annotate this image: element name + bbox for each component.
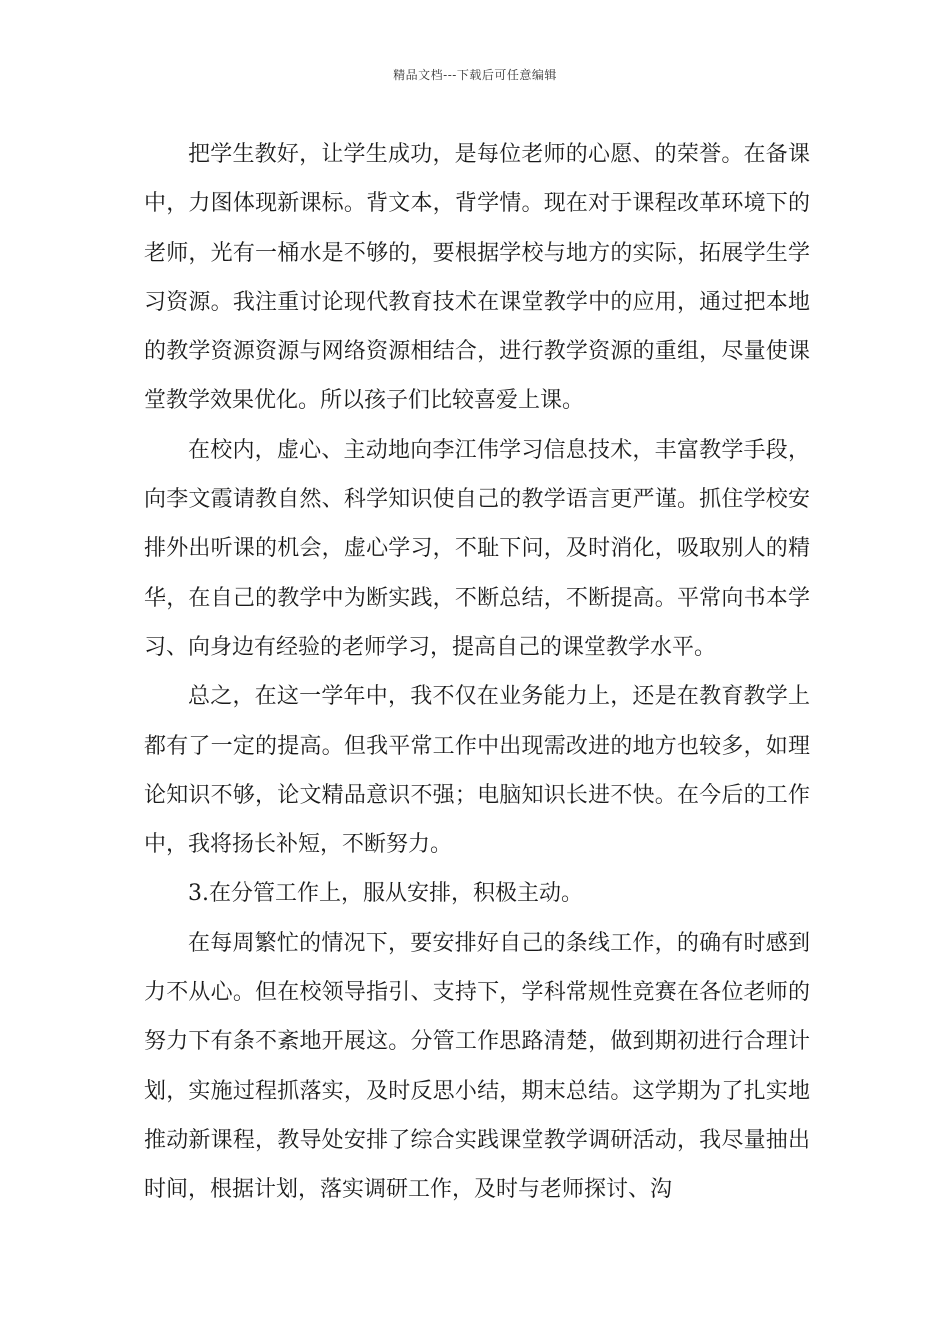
paragraph: 在校内，虚心、主动地向李江伟学习信息技术，丰富教学手段，向李文霞请教自然、科学知识使自己的教学语言更严谨。抓住学校安排外出听课的机会，虚心学习，不耻下问，及时消化，吸取别人的精华，在自己的教学中为断实践，不断总结，不断提高。平常向书本学习、向身边有经验的老师学习，提高自己的课堂教学水平。 <box>144 437 810 660</box>
paragraph: 3.在分管工作上，服从安排，积极主动。 <box>188 881 583 907</box>
paragraph: 总之，在这一学年中，我不仅在业务能力上，还是在教育教学上都有了一定的提高。但我平常工作中出现需改进的地方也较多，如理论知识不够，论文精品意识不强；电脑知识长进不快。在今后的工作中，我将扬长补短，不断努力。 <box>144 684 810 858</box>
page-header: 精品文档---下载后可任意编辑 <box>393 68 557 82</box>
paragraph: 在每周繁忙的情况下，要安排好自己的条线工作，的确有时感到力不从心。但在校领导指引、支持下，学科常规性竞赛在各位老师的努力下有条不紊地开展这。分管工作思路清楚，做到期初进行合理计划，实施过程抓落实，及时反思小结，期末总结。这学期为了扎实地推动新课程，教导处安排了综合实践课堂教学调研活动，我尽量抽出时间，根据计划，落实调研工作，及时与老师探讨、沟 <box>144 930 810 1203</box>
paragraph: 把学生教好，让学生成功，是每位老师的心愿、的荣誉。在备课中，力图体现新课标。背文本，背学情。现在对于课程改革环境下的老师，光有一桶水是不够的，要根据学校与地方的实际，拓展学生学习资源。我注重讨论现代教育技术在课堂教学中的应用，通过把本地的教学资源资源与网络资源相结合，进行教学资源的重组，尽量使课堂教学效果优化。所以孩子们比较喜爱上课。 <box>144 142 810 414</box>
document-body <box>144 130 810 1215</box>
